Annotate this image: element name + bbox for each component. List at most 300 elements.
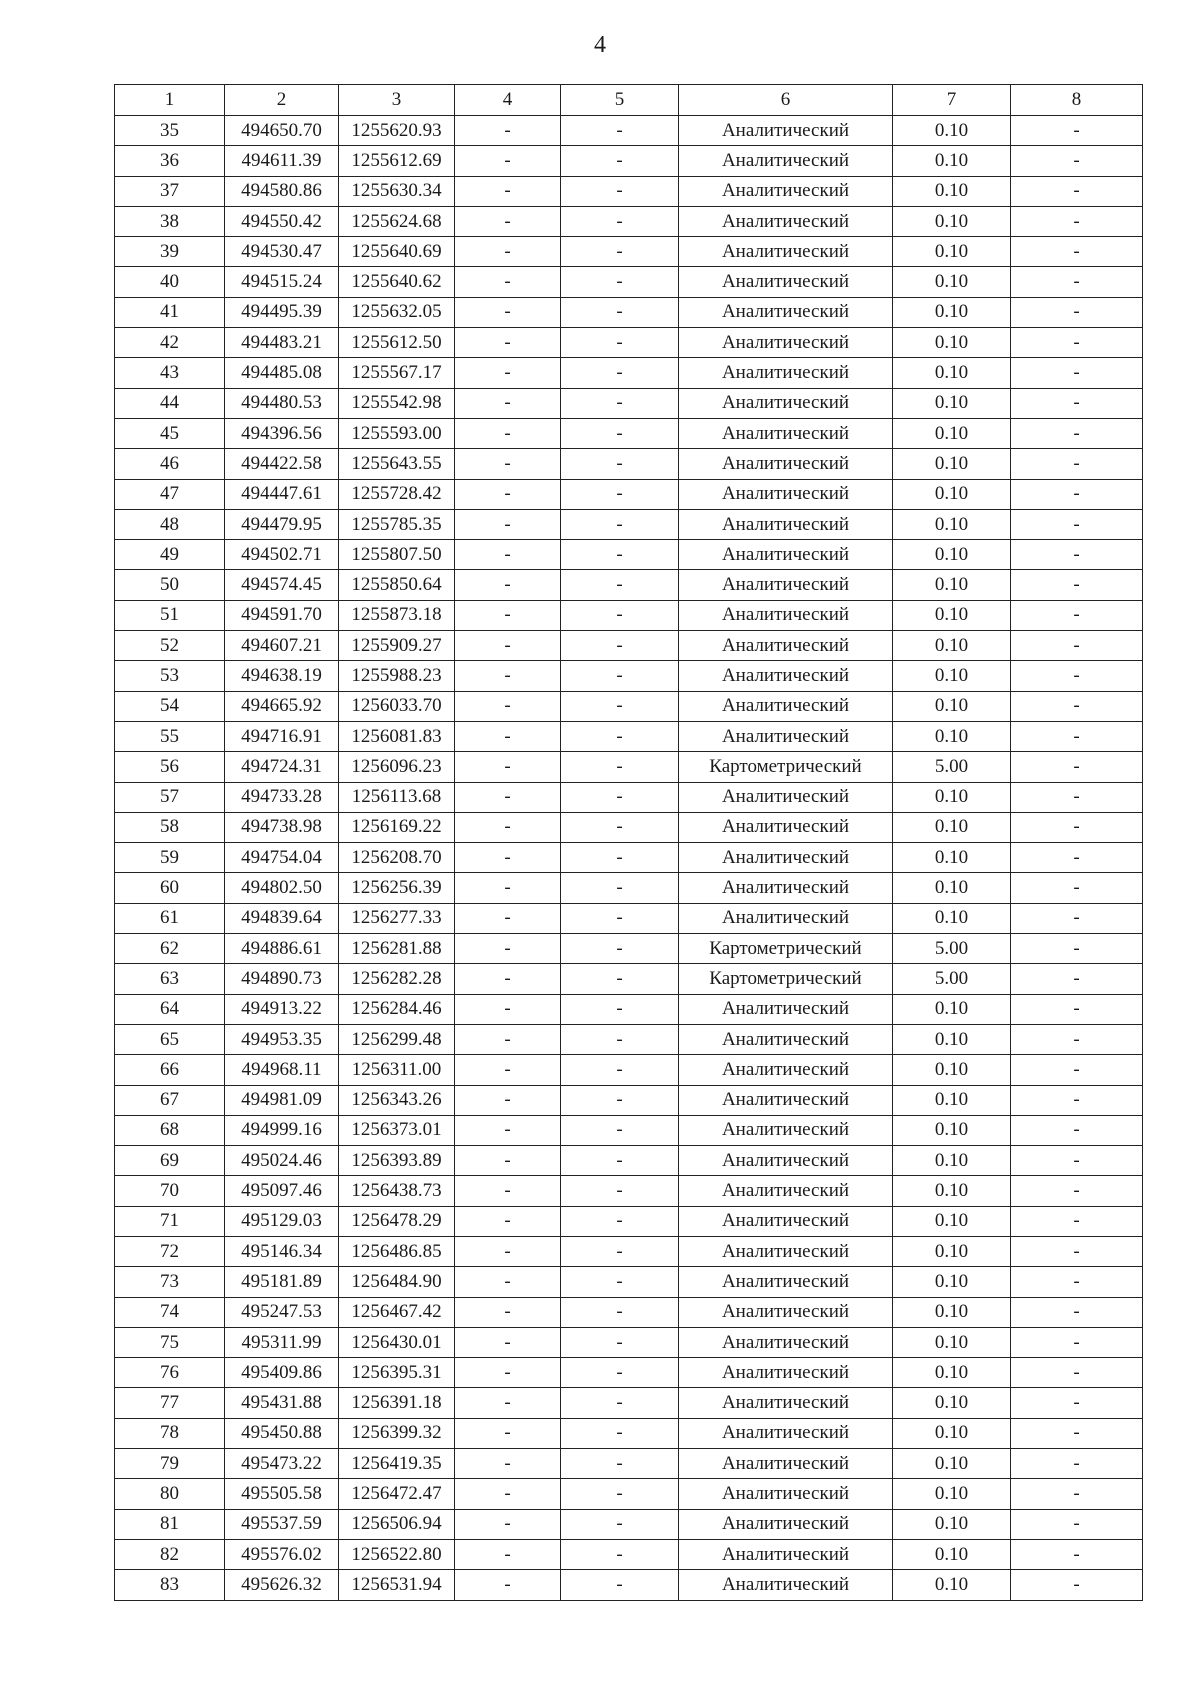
point-number-cell: 42 (115, 328, 225, 358)
col8-cell: - (1011, 1236, 1143, 1266)
method-cell: Аналитический (679, 116, 893, 146)
col5-cell: - (561, 1024, 679, 1054)
col8-cell: - (1011, 449, 1143, 479)
col4-cell: - (455, 1146, 561, 1176)
accuracy-cell: 0.10 (893, 1176, 1011, 1206)
accuracy-cell: 0.10 (893, 600, 1011, 630)
accuracy-cell: 0.10 (893, 570, 1011, 600)
point-number-cell: 39 (115, 237, 225, 267)
table-body (115, 116, 1143, 1601)
x-coordinate-cell: 495097.46 (225, 1176, 339, 1206)
x-coordinate-cell: 495626.32 (225, 1570, 339, 1600)
col4-cell: - (455, 752, 561, 782)
method-cell: Аналитический (679, 691, 893, 721)
col5-cell: - (561, 631, 679, 661)
accuracy-cell: 0.10 (893, 1297, 1011, 1327)
point-number-cell: 82 (115, 1539, 225, 1569)
table-row (115, 1509, 1143, 1539)
col5-cell: - (561, 873, 679, 903)
col5-cell: - (561, 328, 679, 358)
y-coordinate-cell: 1256256.39 (339, 873, 455, 903)
x-coordinate-cell: 494754.04 (225, 843, 339, 873)
point-number-cell: 52 (115, 631, 225, 661)
point-number-cell: 46 (115, 449, 225, 479)
table-row (115, 661, 1143, 691)
col5-cell: - (561, 1267, 679, 1297)
col4-cell: - (455, 1509, 561, 1539)
point-number-cell: 77 (115, 1388, 225, 1418)
col5-cell: - (561, 418, 679, 448)
col5-cell: - (561, 297, 679, 327)
method-cell: Картометрический (679, 934, 893, 964)
col5-cell: - (561, 1358, 679, 1388)
column-header-7: 7 (893, 85, 1011, 116)
accuracy-cell: 0.10 (893, 237, 1011, 267)
y-coordinate-cell: 1256343.26 (339, 1085, 455, 1115)
x-coordinate-cell: 494502.71 (225, 540, 339, 570)
accuracy-cell: 0.10 (893, 1024, 1011, 1054)
col5-cell: - (561, 1479, 679, 1509)
x-coordinate-cell: 494550.42 (225, 206, 339, 236)
method-cell: Аналитический (679, 418, 893, 448)
col8-cell: - (1011, 116, 1143, 146)
col4-cell: - (455, 600, 561, 630)
x-coordinate-cell: 494886.61 (225, 934, 339, 964)
col4-cell: - (455, 449, 561, 479)
column-header-6: 6 (679, 85, 893, 116)
col5-cell: - (561, 1206, 679, 1236)
accuracy-cell: 0.10 (893, 1509, 1011, 1539)
table-row (115, 1085, 1143, 1115)
x-coordinate-cell: 495431.88 (225, 1388, 339, 1418)
x-coordinate-cell: 495024.46 (225, 1146, 339, 1176)
point-number-cell: 76 (115, 1358, 225, 1388)
method-cell: Аналитический (679, 1479, 893, 1509)
table-row (115, 721, 1143, 751)
table-row (115, 176, 1143, 206)
col4-cell: - (455, 176, 561, 206)
point-number-cell: 70 (115, 1176, 225, 1206)
col4-cell: - (455, 1539, 561, 1569)
point-number-cell: 65 (115, 1024, 225, 1054)
y-coordinate-cell: 1256399.32 (339, 1418, 455, 1448)
col8-cell: - (1011, 1388, 1143, 1418)
accuracy-cell: 0.10 (893, 509, 1011, 539)
method-cell: Аналитический (679, 843, 893, 873)
col5-cell: - (561, 1055, 679, 1085)
col8-cell: - (1011, 267, 1143, 297)
point-number-cell: 36 (115, 146, 225, 176)
y-coordinate-cell: 1256395.31 (339, 1358, 455, 1388)
col8-cell: - (1011, 237, 1143, 267)
col4-cell: - (455, 509, 561, 539)
table-row (115, 812, 1143, 842)
y-coordinate-cell: 1255640.62 (339, 267, 455, 297)
col4-cell: - (455, 1176, 561, 1206)
accuracy-cell: 0.10 (893, 661, 1011, 691)
y-coordinate-cell: 1255643.55 (339, 449, 455, 479)
point-number-cell: 45 (115, 418, 225, 448)
y-coordinate-cell: 1256373.01 (339, 1115, 455, 1145)
y-coordinate-cell: 1256208.70 (339, 843, 455, 873)
point-number-cell: 37 (115, 176, 225, 206)
page-number: 4 (594, 32, 606, 58)
accuracy-cell: 0.10 (893, 1236, 1011, 1266)
x-coordinate-cell: 495409.86 (225, 1358, 339, 1388)
col8-cell: - (1011, 873, 1143, 903)
table-row (115, 1539, 1143, 1569)
point-number-cell: 51 (115, 600, 225, 630)
coordinates-table (114, 84, 1143, 1601)
table-row (115, 1024, 1143, 1054)
table-row (115, 540, 1143, 570)
accuracy-cell: 0.10 (893, 388, 1011, 418)
x-coordinate-cell: 494447.61 (225, 479, 339, 509)
table-row (115, 843, 1143, 873)
x-coordinate-cell: 495537.59 (225, 1509, 339, 1539)
col5-cell: - (561, 540, 679, 570)
col8-cell: - (1011, 661, 1143, 691)
col4-cell: - (455, 721, 561, 751)
accuracy-cell: 0.10 (893, 1570, 1011, 1600)
x-coordinate-cell: 494733.28 (225, 782, 339, 812)
method-cell: Аналитический (679, 1085, 893, 1115)
table-row (115, 1418, 1143, 1448)
col8-cell: - (1011, 631, 1143, 661)
accuracy-cell: 0.10 (893, 418, 1011, 448)
method-cell: Аналитический (679, 661, 893, 691)
method-cell: Аналитический (679, 600, 893, 630)
accuracy-cell: 0.10 (893, 1267, 1011, 1297)
method-cell: Аналитический (679, 570, 893, 600)
y-coordinate-cell: 1256478.29 (339, 1206, 455, 1236)
accuracy-cell: 5.00 (893, 752, 1011, 782)
point-number-cell: 38 (115, 206, 225, 236)
accuracy-cell: 0.10 (893, 994, 1011, 1024)
col5-cell: - (561, 1297, 679, 1327)
col4-cell: - (455, 328, 561, 358)
table-row (115, 479, 1143, 509)
col4-cell: - (455, 1206, 561, 1236)
point-number-cell: 81 (115, 1509, 225, 1539)
x-coordinate-cell: 495146.34 (225, 1236, 339, 1266)
col5-cell: - (561, 1236, 679, 1266)
col8-cell: - (1011, 328, 1143, 358)
method-cell: Аналитический (679, 1388, 893, 1418)
column-header-2: 2 (225, 85, 339, 116)
y-coordinate-cell: 1256096.23 (339, 752, 455, 782)
col4-cell: - (455, 1055, 561, 1085)
accuracy-cell: 0.10 (893, 691, 1011, 721)
col4-cell: - (455, 782, 561, 812)
table-row (115, 570, 1143, 600)
y-coordinate-cell: 1255620.93 (339, 116, 455, 146)
y-coordinate-cell: 1256393.89 (339, 1146, 455, 1176)
y-coordinate-cell: 1256467.42 (339, 1297, 455, 1327)
x-coordinate-cell: 495473.22 (225, 1449, 339, 1479)
point-number-cell: 59 (115, 843, 225, 873)
point-number-cell: 67 (115, 1085, 225, 1115)
col8-cell: - (1011, 1267, 1143, 1297)
table-row (115, 116, 1143, 146)
point-number-cell: 35 (115, 116, 225, 146)
col8-cell: - (1011, 691, 1143, 721)
x-coordinate-cell: 494802.50 (225, 873, 339, 903)
y-coordinate-cell: 1255873.18 (339, 600, 455, 630)
method-cell: Картометрический (679, 752, 893, 782)
table-row (115, 873, 1143, 903)
y-coordinate-cell: 1256391.18 (339, 1388, 455, 1418)
point-number-cell: 73 (115, 1267, 225, 1297)
col8-cell: - (1011, 1570, 1143, 1600)
point-number-cell: 44 (115, 388, 225, 418)
col4-cell: - (455, 843, 561, 873)
x-coordinate-cell: 494839.64 (225, 903, 339, 933)
x-coordinate-cell: 495181.89 (225, 1267, 339, 1297)
method-cell: Аналитический (679, 358, 893, 388)
col8-cell: - (1011, 297, 1143, 327)
column-header-5: 5 (561, 85, 679, 116)
table-row (115, 964, 1143, 994)
col5-cell: - (561, 449, 679, 479)
table-row (115, 418, 1143, 448)
col5-cell: - (561, 812, 679, 842)
point-number-cell: 40 (115, 267, 225, 297)
table-row (115, 691, 1143, 721)
table-row (115, 600, 1143, 630)
col5-cell: - (561, 146, 679, 176)
x-coordinate-cell: 494665.92 (225, 691, 339, 721)
col4-cell: - (455, 1085, 561, 1115)
y-coordinate-cell: 1255612.50 (339, 328, 455, 358)
col4-cell: - (455, 873, 561, 903)
accuracy-cell: 0.10 (893, 449, 1011, 479)
point-number-cell: 55 (115, 721, 225, 751)
col4-cell: - (455, 1418, 561, 1448)
y-coordinate-cell: 1256033.70 (339, 691, 455, 721)
col4-cell: - (455, 1358, 561, 1388)
x-coordinate-cell: 494890.73 (225, 964, 339, 994)
col4-cell: - (455, 297, 561, 327)
table-row (115, 994, 1143, 1024)
col4-cell: - (455, 479, 561, 509)
col5-cell: - (561, 237, 679, 267)
col8-cell: - (1011, 176, 1143, 206)
column-header-4: 4 (455, 85, 561, 116)
accuracy-cell: 0.10 (893, 540, 1011, 570)
method-cell: Аналитический (679, 176, 893, 206)
col4-cell: - (455, 1570, 561, 1600)
point-number-cell: 58 (115, 812, 225, 842)
table-row (115, 1236, 1143, 1266)
accuracy-cell: 0.10 (893, 146, 1011, 176)
method-cell: Аналитический (679, 721, 893, 751)
method-cell: Аналитический (679, 1115, 893, 1145)
method-cell: Аналитический (679, 540, 893, 570)
col8-cell: - (1011, 812, 1143, 842)
y-coordinate-cell: 1256484.90 (339, 1267, 455, 1297)
col4-cell: - (455, 388, 561, 418)
x-coordinate-cell: 494607.21 (225, 631, 339, 661)
col8-cell: - (1011, 1055, 1143, 1085)
accuracy-cell: 0.10 (893, 631, 1011, 661)
y-coordinate-cell: 1256472.47 (339, 1479, 455, 1509)
col4-cell: - (455, 116, 561, 146)
col8-cell: - (1011, 388, 1143, 418)
col4-cell: - (455, 1267, 561, 1297)
table-row (115, 388, 1143, 418)
table-row (115, 1176, 1143, 1206)
method-cell: Аналитический (679, 146, 893, 176)
col5-cell: - (561, 691, 679, 721)
method-cell: Аналитический (679, 1539, 893, 1569)
col8-cell: - (1011, 1146, 1143, 1176)
x-coordinate-cell: 494999.16 (225, 1115, 339, 1145)
method-cell: Аналитический (679, 1267, 893, 1297)
accuracy-cell: 0.10 (893, 1358, 1011, 1388)
col8-cell: - (1011, 479, 1143, 509)
col8-cell: - (1011, 752, 1143, 782)
table-row (115, 297, 1143, 327)
col5-cell: - (561, 721, 679, 751)
table-header-row (115, 85, 1143, 116)
table-row (115, 146, 1143, 176)
table-row (115, 237, 1143, 267)
x-coordinate-cell: 495311.99 (225, 1327, 339, 1357)
col8-cell: - (1011, 1509, 1143, 1539)
col8-cell: - (1011, 1418, 1143, 1448)
table-row (115, 1115, 1143, 1145)
point-number-cell: 68 (115, 1115, 225, 1145)
y-coordinate-cell: 1256438.73 (339, 1176, 455, 1206)
col8-cell: - (1011, 509, 1143, 539)
y-coordinate-cell: 1256284.46 (339, 994, 455, 1024)
accuracy-cell: 0.10 (893, 1115, 1011, 1145)
col8-cell: - (1011, 721, 1143, 751)
method-cell: Аналитический (679, 1358, 893, 1388)
x-coordinate-cell: 494480.53 (225, 388, 339, 418)
method-cell: Аналитический (679, 1297, 893, 1327)
accuracy-cell: 0.10 (893, 1206, 1011, 1236)
y-coordinate-cell: 1255807.50 (339, 540, 455, 570)
col5-cell: - (561, 1449, 679, 1479)
col5-cell: - (561, 176, 679, 206)
accuracy-cell: 0.10 (893, 328, 1011, 358)
point-number-cell: 54 (115, 691, 225, 721)
y-coordinate-cell: 1256522.80 (339, 1539, 455, 1569)
method-cell: Аналитический (679, 1024, 893, 1054)
col4-cell: - (455, 661, 561, 691)
col5-cell: - (561, 661, 679, 691)
point-number-cell: 78 (115, 1418, 225, 1448)
col5-cell: - (561, 1146, 679, 1176)
accuracy-cell: 0.10 (893, 297, 1011, 327)
col5-cell: - (561, 388, 679, 418)
method-cell: Аналитический (679, 328, 893, 358)
method-cell: Аналитический (679, 1055, 893, 1085)
table-row (115, 1479, 1143, 1509)
col5-cell: - (561, 1327, 679, 1357)
accuracy-cell: 0.10 (893, 1327, 1011, 1357)
y-coordinate-cell: 1256081.83 (339, 721, 455, 751)
y-coordinate-cell: 1256113.68 (339, 782, 455, 812)
point-number-cell: 79 (115, 1449, 225, 1479)
table-row (115, 509, 1143, 539)
col4-cell: - (455, 994, 561, 1024)
x-coordinate-cell: 494650.70 (225, 116, 339, 146)
col5-cell: - (561, 1388, 679, 1418)
y-coordinate-cell: 1255909.27 (339, 631, 455, 661)
point-number-cell: 50 (115, 570, 225, 600)
point-number-cell: 60 (115, 873, 225, 903)
col8-cell: - (1011, 964, 1143, 994)
y-coordinate-cell: 1256531.94 (339, 1570, 455, 1600)
x-coordinate-cell: 494638.19 (225, 661, 339, 691)
y-coordinate-cell: 1255640.69 (339, 237, 455, 267)
x-coordinate-cell: 495129.03 (225, 1206, 339, 1236)
col5-cell: - (561, 903, 679, 933)
col5-cell: - (561, 570, 679, 600)
col5-cell: - (561, 752, 679, 782)
accuracy-cell: 0.10 (893, 358, 1011, 388)
table-row (115, 1206, 1143, 1236)
accuracy-cell: 0.10 (893, 903, 1011, 933)
col5-cell: - (561, 1085, 679, 1115)
point-number-cell: 53 (115, 661, 225, 691)
x-coordinate-cell: 494968.11 (225, 1055, 339, 1085)
table-row (115, 752, 1143, 782)
col8-cell: - (1011, 570, 1143, 600)
accuracy-cell: 5.00 (893, 934, 1011, 964)
x-coordinate-cell: 494580.86 (225, 176, 339, 206)
accuracy-cell: 0.10 (893, 812, 1011, 842)
y-coordinate-cell: 1256419.35 (339, 1449, 455, 1479)
col8-cell: - (1011, 1176, 1143, 1206)
x-coordinate-cell: 494422.58 (225, 449, 339, 479)
col8-cell: - (1011, 1297, 1143, 1327)
col4-cell: - (455, 1449, 561, 1479)
table-row (115, 1297, 1143, 1327)
method-cell: Аналитический (679, 449, 893, 479)
method-cell: Аналитический (679, 237, 893, 267)
x-coordinate-cell: 494485.08 (225, 358, 339, 388)
method-cell: Аналитический (679, 1570, 893, 1600)
accuracy-cell: 0.10 (893, 1085, 1011, 1115)
col4-cell: - (455, 934, 561, 964)
accuracy-cell: 0.10 (893, 1055, 1011, 1085)
x-coordinate-cell: 494913.22 (225, 994, 339, 1024)
y-coordinate-cell: 1255632.05 (339, 297, 455, 327)
table-row (115, 449, 1143, 479)
method-cell: Аналитический (679, 267, 893, 297)
y-coordinate-cell: 1256311.00 (339, 1055, 455, 1085)
accuracy-cell: 0.10 (893, 721, 1011, 751)
col8-cell: - (1011, 358, 1143, 388)
y-coordinate-cell: 1255567.17 (339, 358, 455, 388)
point-number-cell: 57 (115, 782, 225, 812)
col5-cell: - (561, 479, 679, 509)
point-number-cell: 80 (115, 1479, 225, 1509)
col5-cell: - (561, 1539, 679, 1569)
table-row (115, 1327, 1143, 1357)
col4-cell: - (455, 964, 561, 994)
method-cell: Аналитический (679, 1176, 893, 1206)
accuracy-cell: 0.10 (893, 1146, 1011, 1176)
y-coordinate-cell: 1256169.22 (339, 812, 455, 842)
point-number-cell: 49 (115, 540, 225, 570)
table-row (115, 1055, 1143, 1085)
method-cell: Аналитический (679, 1236, 893, 1266)
